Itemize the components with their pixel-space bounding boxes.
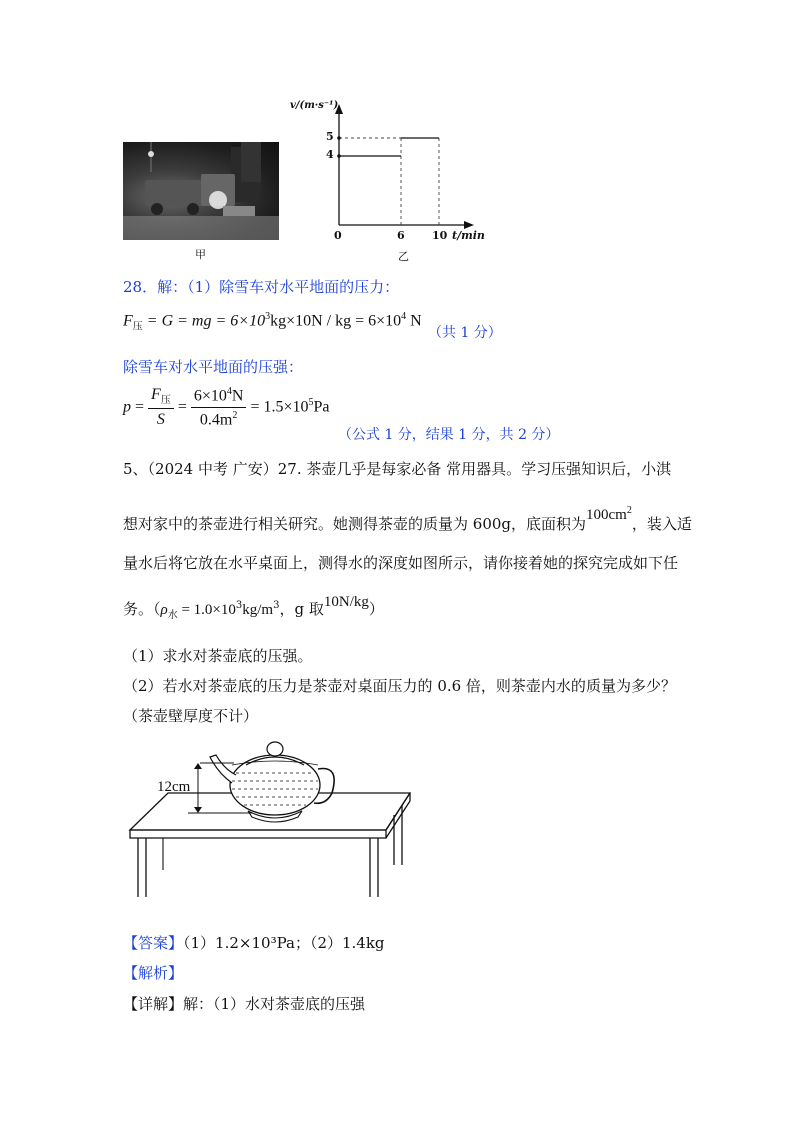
q5-sub2: （2）若水对茶壶底的压力是茶壶对桌面压力的 0.6 倍，则茶壶内水的质量为多少？ — [123, 677, 676, 695]
graph-x-axis-label: t/min — [452, 229, 485, 242]
force-symbol: F — [123, 312, 133, 330]
q28-score1: （共 1 分） — [428, 325, 502, 341]
q5-line2: 想对家中的茶壶进行相关研究。她测得茶壶的质量为 600g，底面积为$100cm^2$，装入适 — [123, 505, 692, 533]
pressure-fraction-1: $\frac{F_压}{S}$ — [148, 386, 174, 429]
q28-heading: 28．解：（1）除雪车对水平地面的压力： — [123, 278, 400, 296]
snowplow-illustration — [123, 142, 279, 240]
q28-heading2: 除雪车对水平地面的压强： — [123, 358, 304, 376]
q5-line4: 务。（$\rho_水 = 1.0\times 10^3kg/m^3$，g 取10N/kg） — [123, 594, 384, 621]
q5-sub1: （1）求水对茶壶底的压强。 — [123, 647, 313, 665]
force-subscript: 压 — [132, 321, 143, 333]
pressure-result: = 1.5×10 — [250, 398, 309, 416]
force-exp1: 3 — [265, 311, 271, 322]
q28-formula-force — [123, 311, 422, 333]
detail-text: 解：（1）水对茶壶底的压强 — [183, 995, 366, 1013]
force-exp2: 4 — [401, 311, 407, 322]
detail-line — [123, 993, 365, 1014]
pressure-eq: = — [135, 398, 145, 416]
teapot — [210, 742, 334, 822]
answer-tag: 【答案】 — [123, 934, 184, 952]
graph-x-tick-6: 6 — [397, 229, 405, 242]
graph-caption: 乙 — [398, 250, 409, 263]
detail-tag: 【详解】 — [123, 995, 184, 1013]
q28-formula-pressure: p = $\frac{F_压}{S}$ = $\frac{6\times 10^4N}{0.4m^2}$ = $1.5\times 10^5Pa$ — [123, 386, 330, 429]
q5-line1: 5、（2024 中考 广安）27. 茶壶几乎是每家必备 常用器具。学习压强知识后，小淇 — [123, 460, 672, 478]
graph-origin-label: 0 — [334, 229, 342, 242]
analysis-tag: 【解析】 — [123, 964, 184, 982]
q28-score2: （公式 1 分，结果 1 分，共 2 分） — [338, 427, 560, 443]
force-mid: = G = mg = 6×10 — [142, 312, 266, 330]
graph-y-axis-label: v/(m·s⁻¹) — [290, 100, 339, 111]
graph-y-tick-4: 4 — [326, 148, 334, 161]
snowplow-photo — [123, 142, 279, 240]
pressure-symbol: p — [123, 398, 131, 416]
q5-sub3: （茶壶壁厚度不计） — [123, 707, 259, 725]
answer-text: （1）1.2×10³Pa；（2）1.4kg — [183, 934, 385, 952]
force-rest: kg×10N / kg = 6×10 — [270, 312, 402, 330]
teapot-table-figure — [118, 735, 418, 900]
graph-y-tick-5: 5 — [326, 130, 334, 143]
velocity-time-graph — [285, 100, 490, 240]
answer-line — [123, 932, 385, 953]
x-axis-arrow — [464, 221, 474, 229]
photo-caption: 甲 — [195, 248, 206, 261]
force-unit: N — [406, 312, 422, 330]
graph-x-tick-10: 10 — [432, 229, 448, 242]
pressure-fraction-2: $\frac{6\times 10^4N}{0.4m^2}$ — [191, 386, 247, 430]
depth-label: 12cm — [157, 779, 191, 795]
q5-line3: 量水后将它放在水平桌面上，测得水的深度如图所示，请你接着她的探究完成如下任 — [123, 554, 679, 572]
